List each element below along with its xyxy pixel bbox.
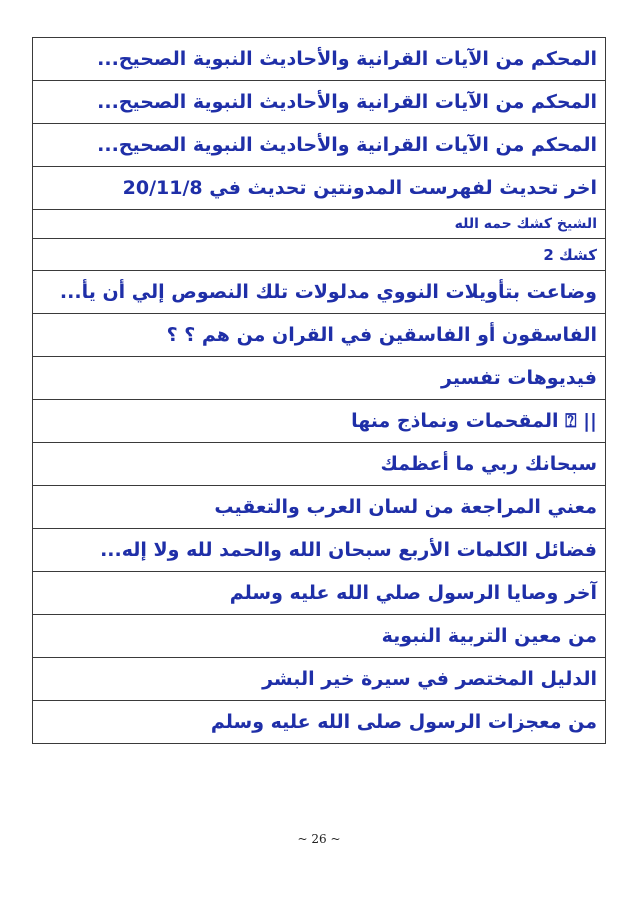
- index-table: [32, 37, 606, 744]
- index-row: [33, 357, 606, 400]
- index-row: [33, 701, 606, 744]
- index-link[interactable]: الدليل المختصر في سيرة خير البشر: [33, 658, 606, 701]
- index-link[interactable]: اخر تحديث لفهرست المدونتين تحديث في 20/11/8: [33, 167, 606, 210]
- index-row: [33, 529, 606, 572]
- index-link[interactable]: آخر وصايا الرسول صلي الله عليه وسلم: [33, 572, 606, 615]
- index-link[interactable]: سبحانك ربي ما أعظمك: [33, 443, 606, 486]
- index-link[interactable]: معني المراجعة من لسان العرب والتعقيب: [33, 486, 606, 529]
- index-link[interactable]: المحكم من الآيات القرانية والأحاديث النبوية الصحيح...: [33, 81, 606, 124]
- index-link[interactable]: كشك 2: [33, 239, 606, 271]
- index-link[interactable]: من معجزات الرسول صلى الله عليه وسلم: [33, 701, 606, 744]
- index-row: [33, 658, 606, 701]
- index-row: [33, 314, 606, 357]
- index-row: [33, 443, 606, 486]
- index-row: [33, 81, 606, 124]
- index-link[interactable]: وضاعت بتأويلات النووي مدلولات تلك النصوص إلي أن يأ...: [33, 271, 606, 314]
- index-link[interactable]: فضائل الكلمات الأربع سبحان الله والحمد لله ولا إله...: [33, 529, 606, 572]
- index-row: [33, 486, 606, 529]
- page-number: ~ 26 ~: [297, 832, 341, 846]
- index-link[interactable]: من معين التربية النبوية: [33, 615, 606, 658]
- index-link[interactable]: الفاسقون أو الفاسقين في القران من هم ؟ ؟: [33, 314, 606, 357]
- index-row: [33, 615, 606, 658]
- index-row: [33, 572, 606, 615]
- index-row: [33, 239, 606, 271]
- index-row: [33, 400, 606, 443]
- index-link[interactable]: المحكم من الآيات القرانية والأحاديث النبوية الصحيح...: [33, 38, 606, 81]
- index-row: [33, 167, 606, 210]
- index-link[interactable]: المحكم من الآيات القرانية والأحاديث النبوية الصحيح...: [33, 124, 606, 167]
- index-row: [33, 124, 606, 167]
- index-link[interactable]: || ⍰ المقحمات ونماذج منها: [33, 400, 606, 443]
- index-link[interactable]: فيديوهات تفسير: [33, 357, 606, 400]
- index-link[interactable]: الشيخ كشك حمه الله: [33, 210, 606, 239]
- index-row: [33, 271, 606, 314]
- index-row: [33, 38, 606, 81]
- index-row: [33, 210, 606, 239]
